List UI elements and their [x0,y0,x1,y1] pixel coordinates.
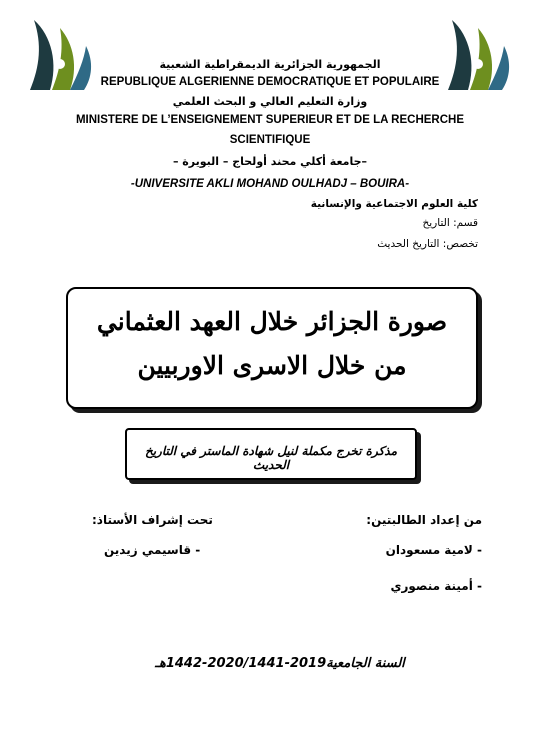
students-label: من إعداد الطالبتين: [366,513,482,527]
thesis-title-line1: صورة الجزائر خلال العهد العثماني [96,307,448,336]
ministry-french-line1: MINISTERE DE L’ENSEIGNEMENT SUPERIEUR ET DE LA RECHERCHE [75,114,465,126]
memo-box [125,428,417,480]
supervisor-name: - قاسيمي زيدين [104,543,201,557]
academic-year: السنة الجامعية2019-2020/1441-1442هـ [155,656,405,671]
department-name: قسم: التاريخ [422,217,478,229]
university-french: -UNIVERSITE AKLI MOHAND OULHADJ – BOUIRA- [130,178,410,190]
university-arabic: –جامعة أكلي محند أولحاج – البويرة – [172,155,368,168]
ministry-french-line2: SCIENTIFIQUE [229,134,311,146]
specialty-name: تخصص: التاريخ الحديث [377,238,478,250]
ministry-arabic: وزارة التعليم العالي و البحث العلمي [172,95,368,108]
thesis-title-line2: من خلال الاسرى الاوربيين [137,351,407,380]
republic-french: REPUBLIQUE ALGERIENNE DEMOCRATIQUE ET POPULAIRE [100,76,440,88]
student-name-2: - أمينة منصوري [390,579,482,593]
supervisor-label: تحت إشراف الأستاذ: [92,513,213,527]
thesis-title-box [66,287,478,409]
memo-text: مذكرة تخرج مكملة لنيل شهادة الماستر في التاريخ الحديث [144,444,398,472]
college-name: كلية العلوم الاجتماعية والإنسانية [310,198,478,210]
republic-arabic: الجمهورية الجزائرية الديمقراطية الشعبية [159,58,381,71]
student-name-1: - لامية مسعودان [385,543,482,557]
